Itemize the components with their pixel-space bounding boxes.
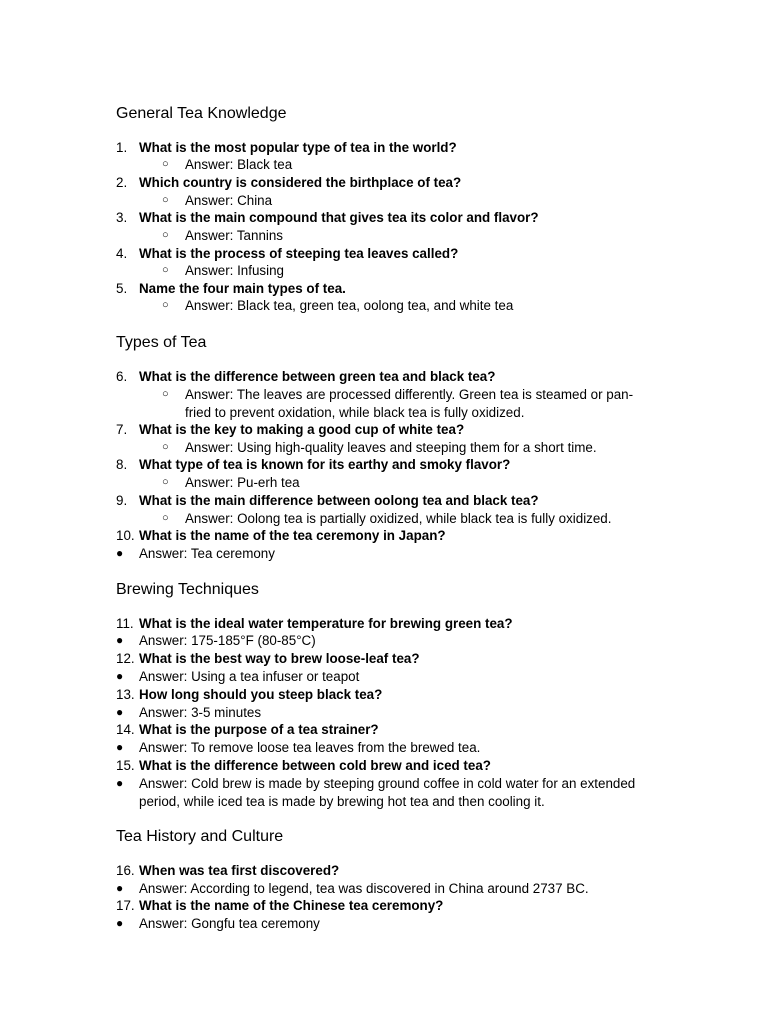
hollow-bullet-icon: ○: [162, 264, 169, 276]
question-item: [116, 280, 716, 298]
question-number: 14.: [116, 722, 135, 737]
answer-item: [116, 227, 716, 245]
question-text: What is the purpose of a tea strainer?: [139, 722, 379, 737]
answer-item: [116, 668, 716, 686]
hollow-bullet-icon: ○: [162, 229, 169, 241]
section-heading-brewing: Brewing Techniques: [116, 581, 259, 598]
question-text: What is the difference between green tea and black tea?: [139, 369, 496, 384]
question-item: [116, 421, 716, 439]
solid-bullet-icon: ●: [116, 669, 124, 683]
question-text: When was tea first discovered?: [139, 863, 340, 878]
hollow-bullet-icon: ○: [162, 299, 169, 311]
question-item: [116, 862, 716, 880]
answer-text: Answer: Oolong tea is partially oxidized, while black tea is fully oxidized.: [185, 511, 612, 526]
question-text: How long should you steep black tea?: [139, 687, 383, 702]
question-number: 3.: [116, 210, 128, 225]
question-text: What is the name of the Chinese tea ceremony?: [139, 898, 444, 913]
question-text: What is the main compound that gives tea its color and flavor?: [139, 210, 539, 225]
answer-text: Answer: Using high-quality leaves and steeping them for a short time.: [185, 440, 597, 455]
answer-item: [116, 156, 716, 174]
question-text: What is the process of steeping tea leaves called?: [139, 246, 459, 261]
hollow-bullet-icon: ○: [162, 441, 169, 453]
question-number: 5.: [116, 281, 128, 296]
solid-bullet-icon: ●: [116, 633, 124, 647]
question-number: 16.: [116, 863, 135, 878]
question-number: 2.: [116, 175, 128, 190]
question-number: 17.: [116, 898, 135, 913]
answer-text: Answer: Gongfu tea ceremony: [139, 916, 320, 931]
section-heading-types: Types of Tea: [116, 334, 207, 351]
answer-text: Answer: Tannins: [185, 228, 284, 243]
question-text: What is the name of the tea ceremony in Japan?: [139, 528, 446, 543]
solid-bullet-icon: ●: [116, 705, 124, 719]
question-item: [116, 245, 716, 263]
question-number: 9.: [116, 493, 128, 508]
answer-item: [116, 262, 716, 280]
question-item: [116, 209, 716, 227]
answer-item: [116, 704, 716, 722]
answer-text: Answer: Infusing: [185, 263, 284, 278]
question-number: 4.: [116, 246, 128, 261]
question-item: [116, 897, 716, 915]
answer-text: Answer: To remove loose tea leaves from the brewed tea.: [139, 740, 481, 755]
question-item: [116, 492, 716, 510]
hollow-bullet-icon: ○: [162, 476, 169, 488]
question-number: 6.: [116, 369, 128, 384]
section-heading-history: Tea History and Culture: [116, 828, 284, 845]
answer-text: Answer: According to legend, tea was discovered in China around 2737 BC.: [139, 881, 589, 896]
question-item: [116, 368, 716, 386]
question-text: What is the main difference between oolong tea and black tea?: [139, 493, 539, 508]
question-item: [116, 139, 716, 157]
hollow-bullet-icon: ○: [162, 158, 169, 170]
answer-item: [116, 386, 716, 422]
question-text: What is the key to making a good cup of white tea?: [139, 422, 465, 437]
answer-text: Answer: China: [185, 193, 273, 208]
answer-text: Answer: 175-185°F (80-85°C): [139, 633, 316, 648]
question-text: Which country is considered the birthplace of tea?: [139, 175, 462, 190]
question-text: What is the ideal water temperature for brewing green tea?: [139, 616, 513, 631]
solid-bullet-icon: ●: [116, 776, 124, 790]
question-text: What is the difference between cold brew and iced tea?: [139, 758, 491, 773]
answer-item: [116, 192, 716, 210]
answer-item: [116, 632, 716, 650]
question-number: 7.: [116, 422, 128, 437]
solid-bullet-icon: ●: [116, 546, 124, 560]
answer-item: [116, 510, 716, 528]
answer-text: Answer: Pu-erh tea: [185, 475, 300, 490]
question-item: [116, 686, 716, 704]
question-item: [116, 650, 716, 668]
question-item: [116, 527, 716, 545]
question-text: What type of tea is known for its earthy and smoky flavor?: [139, 457, 511, 472]
answer-item: [116, 297, 716, 315]
question-item: [116, 721, 716, 739]
answer-text: Answer: The leaves are processed differently. Green tea is steamed or pan-fried to prevent oxidation, while black tea is fully oxidized.: [185, 387, 634, 420]
answer-item: [116, 915, 716, 933]
answer-item: [116, 474, 716, 492]
answer-text: Answer: Black tea: [185, 157, 293, 172]
question-text: What is the most popular type of tea in the world?: [139, 140, 457, 155]
hollow-bullet-icon: ○: [162, 388, 169, 400]
question-number: 8.: [116, 457, 128, 472]
answer-item: [116, 880, 716, 898]
question-item: [116, 456, 716, 474]
answer-item: [116, 775, 716, 811]
solid-bullet-icon: ●: [116, 740, 124, 754]
question-number: 15.: [116, 758, 135, 773]
section-heading-general: General Tea Knowledge: [116, 105, 287, 122]
question-number: 10.: [116, 528, 135, 543]
question-number: 13.: [116, 687, 135, 702]
question-number: 1.: [116, 140, 128, 155]
answer-text: Answer: Tea ceremony: [139, 546, 275, 561]
answer-text: Answer: Cold brew is made by steeping ground coffee in cold water for an extended period, while iced tea is made by brewing hot tea and then cooling it.: [139, 776, 636, 809]
question-text: Name the four main types of tea.: [139, 281, 346, 296]
question-item: [116, 174, 716, 192]
answer-item: [116, 739, 716, 757]
answer-text: Answer: Using a tea infuser or teapot: [139, 669, 360, 684]
answer-item: [116, 545, 716, 563]
question-text: What is the best way to brew loose-leaf tea?: [139, 651, 420, 666]
solid-bullet-icon: ●: [116, 881, 124, 895]
hollow-bullet-icon: ○: [162, 194, 169, 206]
hollow-bullet-icon: ○: [162, 512, 169, 524]
question-number: 12.: [116, 651, 135, 666]
solid-bullet-icon: ●: [116, 916, 124, 930]
answer-text: Answer: Black tea, green tea, oolong tea, and white tea: [185, 298, 514, 313]
answer-item: [116, 439, 716, 457]
question-item: [116, 615, 716, 633]
answer-text: Answer: 3-5 minutes: [139, 705, 262, 720]
question-item: [116, 757, 716, 775]
question-number: 11.: [116, 616, 134, 631]
